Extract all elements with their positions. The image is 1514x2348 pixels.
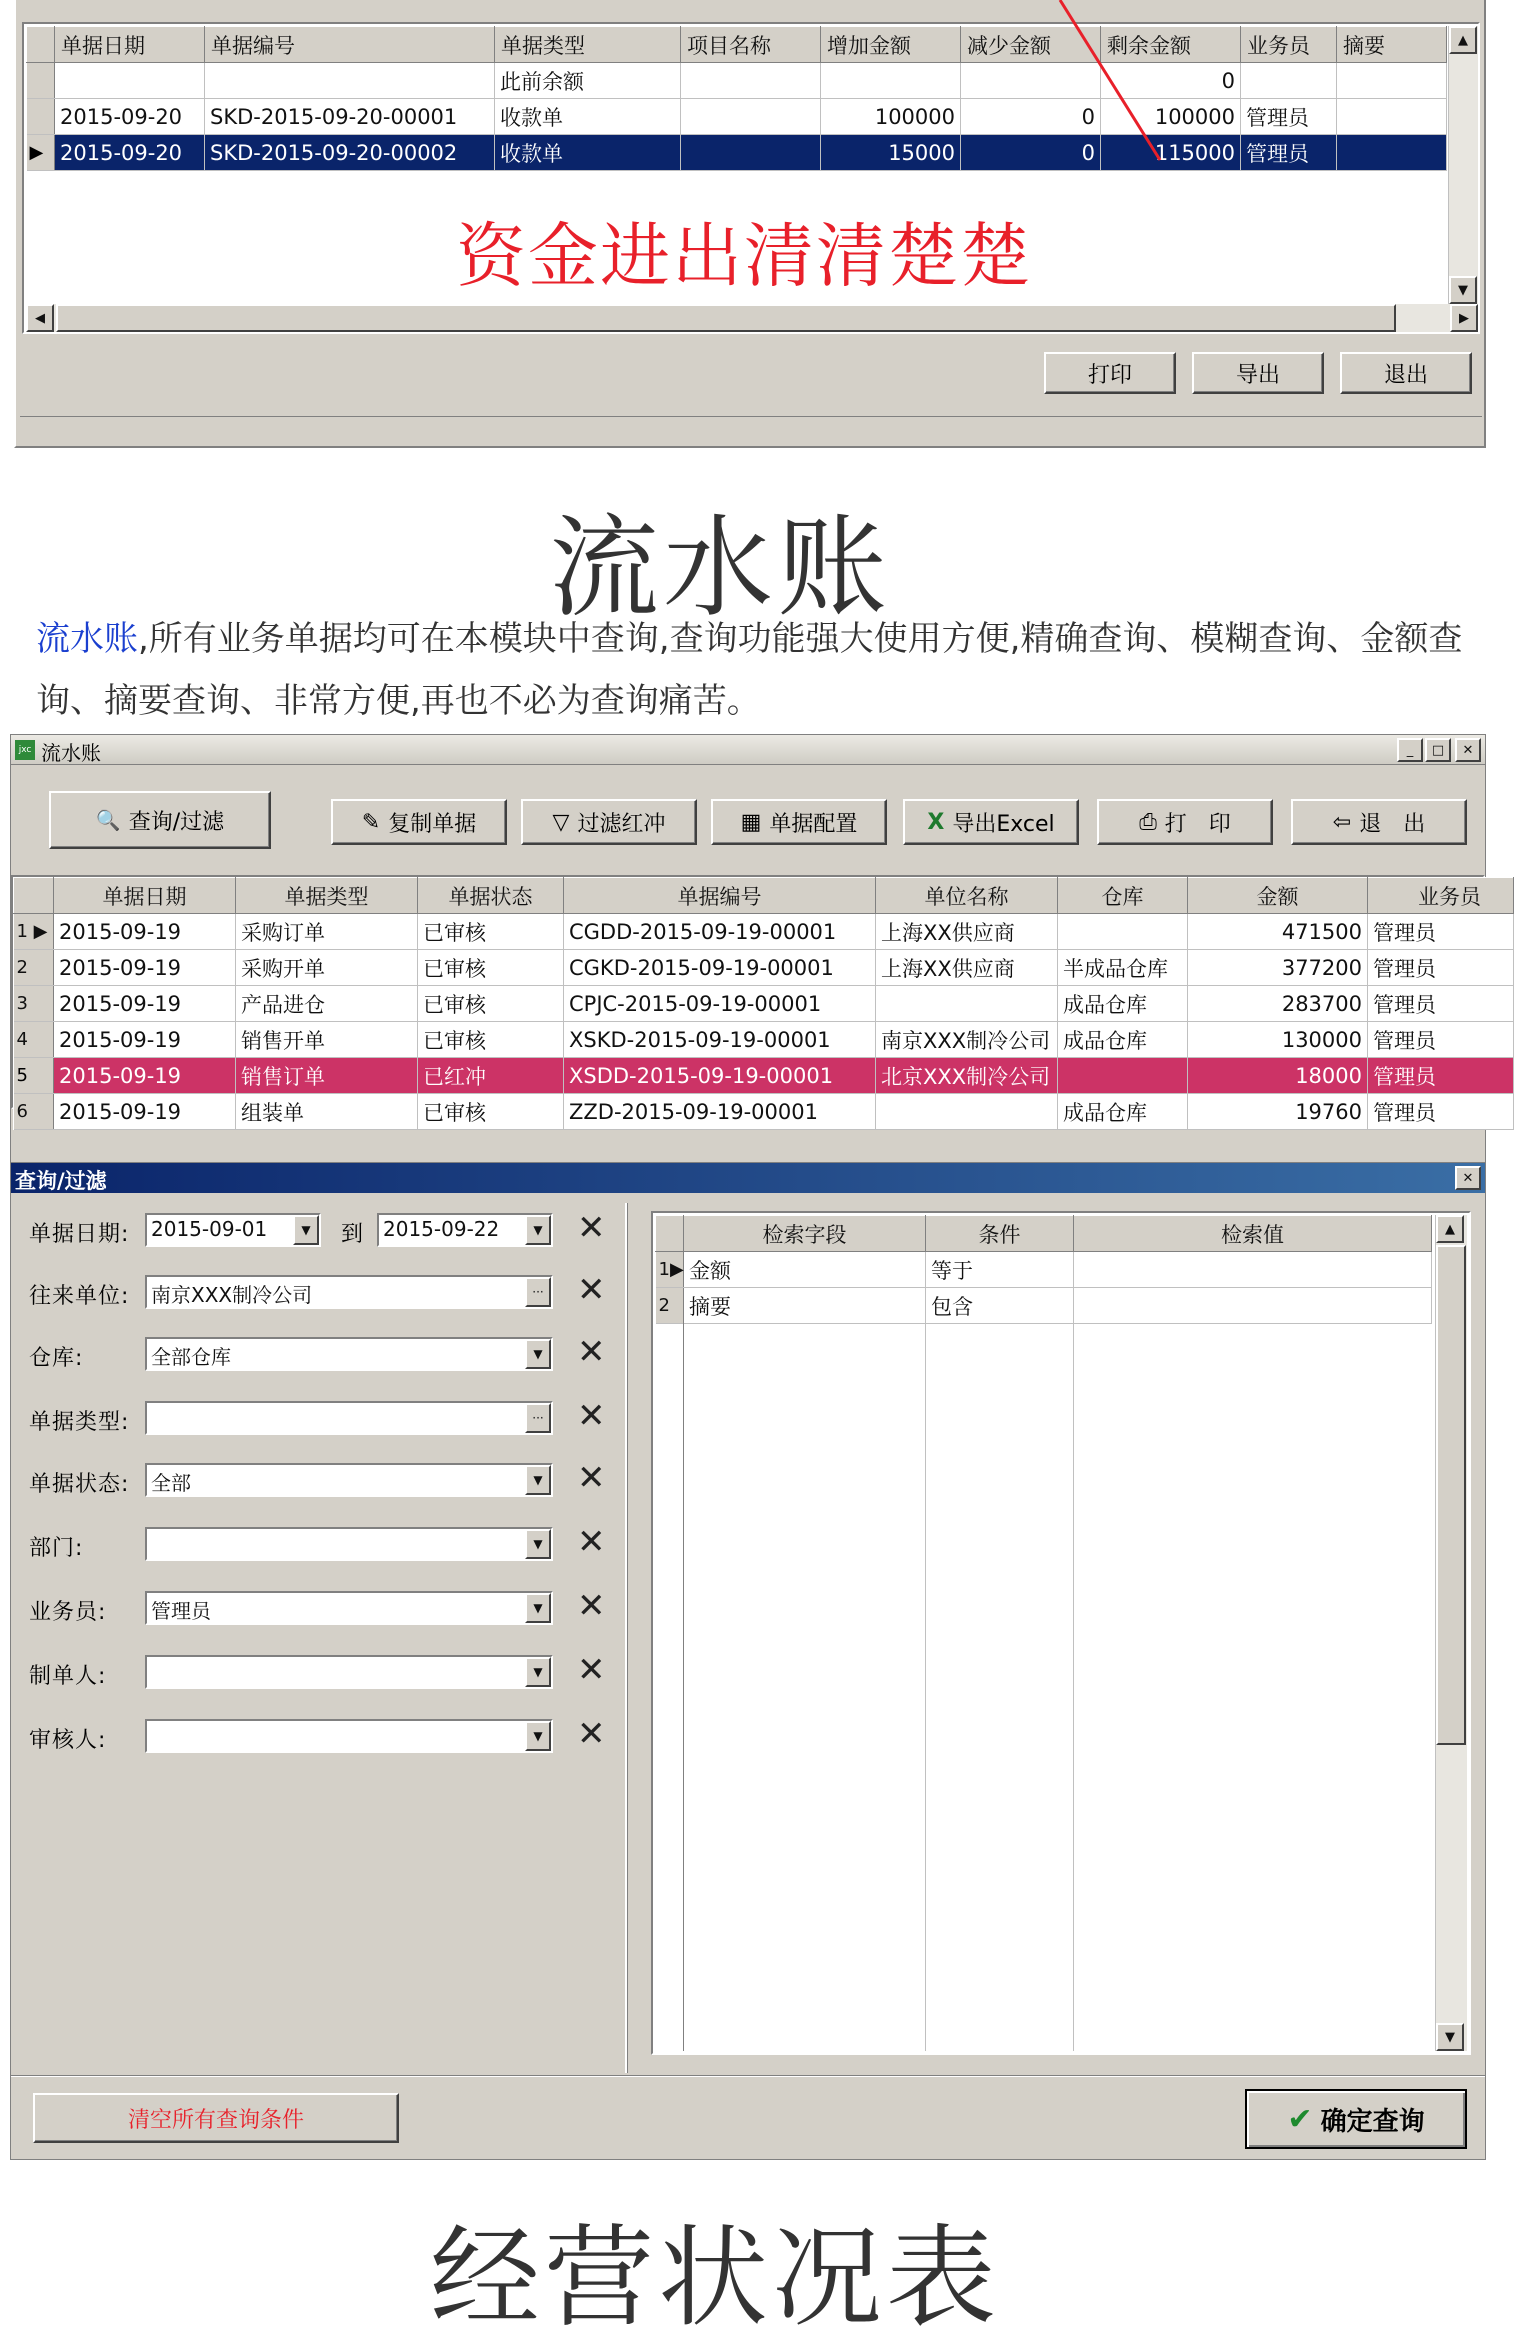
table-row[interactable] <box>14 1094 1514 1130</box>
cell[interactable] <box>876 986 1058 1022</box>
vertical-scrollbar[interactable] <box>1448 26 1478 304</box>
section-title: 经营状况表 <box>430 2214 1000 2342</box>
date-from-value: 2015-09-01 <box>151 1217 268 1241</box>
check-icon: ✔ <box>1287 2101 1313 2137</box>
scroll-up-button[interactable]: ▲ <box>1449 26 1477 54</box>
confirm-query-label: 确定查询 <box>1320 2106 1425 2137</box>
col-header[interactable]: 检索字段 <box>684 1216 926 1252</box>
cell[interactable]: 2015-09-19 <box>54 1058 236 1094</box>
ledger-table <box>26 26 1447 171</box>
warehouse-select[interactable] <box>145 1337 553 1371</box>
date-label: 单据日期: <box>29 1222 130 1247</box>
cell[interactable]: 115000 <box>1101 135 1241 171</box>
salesperson-label: 业务员: <box>29 1600 107 1625</box>
cell[interactable] <box>205 63 495 99</box>
cell[interactable]: 销售开单 <box>236 1022 418 1058</box>
table-row[interactable] <box>14 1022 1514 1058</box>
cell[interactable]: 2015-09-20 <box>55 99 205 135</box>
cell[interactable]: CGKD-2015-09-19-00001 <box>564 950 876 986</box>
magnifier-icon: 🔍 <box>95 808 121 832</box>
cell[interactable]: 管理员 <box>1368 1022 1514 1058</box>
row-indicator[interactable] <box>27 99 55 135</box>
cell[interactable]: 0 <box>1101 63 1241 99</box>
cell[interactable] <box>1058 1058 1188 1094</box>
clear-creator-icon[interactable]: ✕ <box>577 1650 606 1690</box>
cell[interactable]: 包含 <box>926 1288 1074 1324</box>
cell[interactable] <box>821 63 961 99</box>
cell[interactable] <box>1241 63 1337 99</box>
row-header-corner <box>656 1216 684 1252</box>
section-title: 流水账 <box>549 504 891 632</box>
cell[interactable]: 2015-09-19 <box>54 1094 236 1130</box>
cell[interactable]: 18000 <box>1188 1058 1368 1094</box>
cell[interactable]: 管理员 <box>1241 99 1337 135</box>
cell[interactable]: 金额 <box>684 1252 926 1288</box>
col-header[interactable]: 摘要 <box>1337 27 1447 63</box>
excel-icon: X <box>927 809 945 835</box>
cell[interactable]: 管理员 <box>1368 950 1514 986</box>
row-number[interactable]: 4 <box>14 1022 54 1058</box>
col-header[interactable]: 条件 <box>926 1216 1074 1252</box>
col-header[interactable]: 剩余金额 <box>1101 27 1241 63</box>
cell[interactable]: 成品仓库 <box>1058 1094 1188 1130</box>
print-toolbar-button[interactable] <box>1097 799 1273 845</box>
department-select[interactable] <box>145 1527 553 1561</box>
chevron-down-icon[interactable]: ▼ <box>525 1215 551 1245</box>
col-header[interactable]: 单据类型 <box>236 878 418 914</box>
cell[interactable]: 已审核 <box>418 986 564 1022</box>
doc-status-select[interactable] <box>145 1463 553 1497</box>
table-row[interactable] <box>14 914 1514 950</box>
ledger-window <box>14 0 1486 448</box>
left-panel <box>17 1203 627 2073</box>
minimize-button[interactable]: _ <box>1397 738 1423 762</box>
cell[interactable]: 管理员 <box>1368 914 1514 950</box>
cell[interactable]: 半成品仓库 <box>1058 950 1188 986</box>
cell[interactable]: 收款单 <box>495 135 681 171</box>
row-number[interactable]: 2 <box>14 950 54 986</box>
cell[interactable]: 15000 <box>821 135 961 171</box>
cell[interactable]: 组装单 <box>236 1094 418 1130</box>
export-button[interactable]: 导出 <box>1192 352 1324 394</box>
export-excel-button[interactable] <box>903 799 1079 845</box>
print-button[interactable]: 打印 <box>1044 352 1176 394</box>
query-dialog <box>10 1162 1486 2160</box>
search-grid-column-lines <box>655 1291 1431 2051</box>
chevron-down-icon[interactable]: ▼ <box>525 1657 551 1687</box>
copy-document-label: 复制单据 <box>388 811 477 837</box>
table-row[interactable] <box>27 99 1447 135</box>
horizontal-scrollbar[interactable] <box>26 304 1478 332</box>
cell[interactable]: 摘要 <box>684 1288 926 1324</box>
cell[interactable]: 采购订单 <box>236 914 418 950</box>
cell[interactable]: 成品仓库 <box>1058 1022 1188 1058</box>
maximize-button[interactable]: □ <box>1425 738 1451 762</box>
cell[interactable]: 已红冲 <box>418 1058 564 1094</box>
filter-red-label: 过滤红冲 <box>577 811 666 837</box>
document-config-label: 单据配置 <box>769 811 858 837</box>
cell[interactable] <box>681 63 821 99</box>
cell[interactable]: 管理员 <box>1368 1094 1514 1130</box>
cell[interactable] <box>1337 135 1447 171</box>
description-text: ,所有业务单据均可在本模块中查询,查询功能强大使用方便,精确查询、模糊查询、金额查询、摘要查询、非常方便,再也不必为查询痛苦。 <box>36 619 1463 721</box>
clear-warehouse-icon[interactable]: ✕ <box>577 1332 606 1372</box>
cell[interactable]: 19760 <box>1188 1094 1368 1130</box>
cell[interactable]: 2015-09-19 <box>54 1022 236 1058</box>
cell[interactable]: CGDD-2015-09-19-00001 <box>564 914 876 950</box>
table-icon: ▦ <box>740 809 762 835</box>
clear-partner-icon[interactable]: ✕ <box>577 1270 606 1310</box>
close-button[interactable]: ✕ <box>1455 738 1481 762</box>
col-header[interactable]: 单据编号 <box>564 878 876 914</box>
row-number[interactable]: 2 <box>656 1288 684 1324</box>
cell[interactable]: 收款单 <box>495 99 681 135</box>
cell[interactable]: 0 <box>961 99 1101 135</box>
exit-toolbar-label: 退 出 <box>1359 811 1426 837</box>
cell[interactable]: ZZD-2015-09-19-00001 <box>564 1094 876 1130</box>
reviewer-select[interactable] <box>145 1719 553 1753</box>
salesperson-select[interactable] <box>145 1591 553 1625</box>
table-row-red-reversed[interactable] <box>14 1058 1514 1094</box>
row-number[interactable]: 5 <box>14 1058 54 1094</box>
date-to-label: 到 <box>341 1222 365 1247</box>
query-filter-button[interactable] <box>49 791 271 849</box>
col-header[interactable]: 单据日期 <box>55 27 205 63</box>
col-header[interactable]: 单据日期 <box>54 878 236 914</box>
scroll-left-button[interactable]: ◀ <box>26 304 54 332</box>
cell[interactable]: 已审核 <box>418 950 564 986</box>
cell[interactable]: 130000 <box>1188 1022 1368 1058</box>
row-number[interactable]: 6 <box>14 1094 54 1130</box>
cell[interactable]: 成品仓库 <box>1058 986 1188 1022</box>
scroll-up-button[interactable]: ▲ <box>1436 1215 1464 1243</box>
search-grid-scrollbar[interactable] <box>1435 1215 1467 2051</box>
col-header[interactable]: 单位名称 <box>876 878 1058 914</box>
cell[interactable] <box>1074 1252 1432 1288</box>
cell[interactable]: 等于 <box>926 1252 1074 1288</box>
journal-window <box>10 734 1486 1166</box>
cell[interactable]: SKD-2015-09-20-00001 <box>205 99 495 135</box>
scroll-right-button[interactable]: ▶ <box>1450 304 1478 332</box>
ellipsis-icon[interactable]: ··· <box>525 1277 551 1307</box>
table-row[interactable] <box>27 63 1447 99</box>
cell[interactable]: 2015-09-20 <box>55 135 205 171</box>
cell[interactable]: 已审核 <box>418 914 564 950</box>
cell[interactable] <box>681 135 821 171</box>
row-header-corner <box>14 878 54 914</box>
cell[interactable]: 产品进仓 <box>236 986 418 1022</box>
doc-status-value: 全部 <box>151 1471 191 1495</box>
cell[interactable]: 377200 <box>1188 950 1368 986</box>
cell[interactable] <box>876 1094 1058 1130</box>
dialog-close-button[interactable]: ✕ <box>1455 1166 1481 1190</box>
cell[interactable]: 采购开单 <box>236 950 418 986</box>
clear-all-conditions-button[interactable]: 清空所有查询条件 <box>33 2093 399 2143</box>
printer-icon: ⎙ <box>1139 809 1157 835</box>
confirm-query-button[interactable] <box>1245 2089 1467 2149</box>
exit-door-icon: ⇦ <box>1332 809 1352 835</box>
banner-text: 资金进出清清楚楚 <box>456 215 1032 297</box>
scroll-down-button[interactable]: ▼ <box>1436 2023 1464 2051</box>
table-row[interactable] <box>14 986 1514 1022</box>
col-header[interactable]: 检索值 <box>1074 1216 1432 1252</box>
cell[interactable]: 471500 <box>1188 914 1368 950</box>
annotation-arrow <box>1056 0 1176 170</box>
row-indicator[interactable] <box>27 63 55 99</box>
col-header[interactable]: 金额 <box>1188 878 1368 914</box>
doc-type-label: 单据类型: <box>29 1410 130 1435</box>
row-header-corner <box>27 27 55 63</box>
scroll-thumb[interactable] <box>1436 1245 1466 1745</box>
cell[interactable]: 上海XX供应商 <box>876 914 1058 950</box>
cell[interactable]: 北京XXX制冷公司 <box>876 1058 1058 1094</box>
date-to-field[interactable] <box>377 1213 553 1247</box>
cell[interactable]: 100000 <box>821 99 961 135</box>
cell[interactable] <box>681 99 821 135</box>
clear-salesperson-icon[interactable]: ✕ <box>577 1586 606 1626</box>
journal-header-row <box>14 878 1514 914</box>
col-header[interactable]: 单据类型 <box>495 27 681 63</box>
ledger-header-row <box>27 27 1447 63</box>
row-number[interactable]: 1 ▶ <box>14 914 54 950</box>
creator-select[interactable] <box>145 1655 553 1689</box>
warehouse-label: 仓库: <box>29 1346 84 1371</box>
partner-field[interactable] <box>145 1275 553 1309</box>
cell[interactable]: 2015-09-19 <box>54 914 236 950</box>
window-title: 流水账 <box>41 741 101 765</box>
query-filter-label: 查询/过滤 <box>128 809 225 835</box>
chevron-down-icon[interactable]: ▼ <box>525 1465 551 1495</box>
scroll-thumb[interactable] <box>56 304 1396 332</box>
chevron-down-icon[interactable]: ▼ <box>525 1529 551 1559</box>
journal-grid-frame <box>11 875 1485 1125</box>
scroll-down-button[interactable]: ▼ <box>1449 276 1477 304</box>
clear-date-icon[interactable]: ✕ <box>577 1208 606 1248</box>
col-header[interactable]: 业务员 <box>1241 27 1337 63</box>
copy-document-button[interactable] <box>331 799 507 845</box>
cell[interactable]: 2015-09-19 <box>54 950 236 986</box>
clear-department-icon[interactable]: ✕ <box>577 1522 606 1562</box>
partner-label: 往来单位: <box>29 1284 130 1309</box>
cell[interactable]: 此前余额 <box>495 63 681 99</box>
clear-doc-type-icon[interactable]: ✕ <box>577 1396 606 1436</box>
cell[interactable]: XSDD-2015-09-19-00001 <box>564 1058 876 1094</box>
cell[interactable] <box>1337 63 1447 99</box>
funnel-icon: ▽ <box>552 809 570 835</box>
chevron-down-icon[interactable]: ▼ <box>525 1339 551 1369</box>
salesperson-value: 管理员 <box>151 1599 211 1623</box>
clear-doc-status-icon[interactable]: ✕ <box>577 1458 606 1498</box>
search-header-row <box>656 1216 1432 1252</box>
export-excel-label: 导出Excel <box>952 811 1055 837</box>
cell[interactable]: 销售订单 <box>236 1058 418 1094</box>
col-header[interactable]: 项目名称 <box>681 27 821 63</box>
section-description <box>36 608 1468 732</box>
cell[interactable]: 0 <box>961 135 1101 171</box>
clear-reviewer-icon[interactable]: ✕ <box>577 1714 606 1754</box>
col-header[interactable]: 减少金额 <box>961 27 1101 63</box>
cell[interactable]: 已审核 <box>418 1022 564 1058</box>
partner-value: 南京XXX制冷公司 <box>151 1283 313 1307</box>
table-row[interactable] <box>14 950 1514 986</box>
cell[interactable] <box>1058 914 1188 950</box>
doc-status-label: 单据状态: <box>29 1472 130 1497</box>
col-header[interactable]: 增加金额 <box>821 27 961 63</box>
cell[interactable] <box>1337 99 1447 135</box>
row-number[interactable]: 1▶ <box>656 1252 684 1288</box>
exit-button[interactable]: 退出 <box>1340 352 1472 394</box>
dialog-title: 查询/过滤 <box>15 1169 107 1193</box>
row-number[interactable]: 3 <box>14 986 54 1022</box>
department-label: 部门: <box>29 1536 84 1561</box>
cell[interactable]: CPJC-2015-09-19-00001 <box>564 986 876 1022</box>
date-from-field[interactable] <box>145 1213 321 1247</box>
document-config-button[interactable] <box>711 799 887 845</box>
creator-label: 制单人: <box>29 1664 107 1689</box>
cell[interactable]: 管理员 <box>1368 1058 1514 1094</box>
app-icon: jxc <box>15 740 35 760</box>
filter-red-button[interactable] <box>521 799 697 845</box>
cell[interactable]: XSKD-2015-09-19-00001 <box>564 1022 876 1058</box>
copy-icon: ✎ <box>361 809 381 835</box>
cell[interactable]: 2015-09-19 <box>54 986 236 1022</box>
warehouse-value: 全部仓库 <box>151 1345 231 1369</box>
date-to-value: 2015-09-22 <box>383 1217 500 1241</box>
table-row[interactable] <box>656 1252 1432 1288</box>
chevron-down-icon[interactable]: ▼ <box>525 1593 551 1623</box>
row-pointer-icon[interactable]: ▶ <box>27 135 55 171</box>
cell[interactable]: 已审核 <box>418 1094 564 1130</box>
col-header[interactable]: 仓库 <box>1058 878 1188 914</box>
title-bar <box>11 735 1485 765</box>
status-bar <box>20 416 1482 442</box>
col-header[interactable]: 单据状态 <box>418 878 564 914</box>
print-toolbar-label: 打 印 <box>1164 811 1231 837</box>
chevron-down-icon[interactable]: ▼ <box>293 1215 319 1245</box>
cell[interactable]: 283700 <box>1188 986 1368 1022</box>
table-row-selected[interactable] <box>27 135 1447 171</box>
cell[interactable]: SKD-2015-09-20-00002 <box>205 135 495 171</box>
col-header[interactable]: 单据编号 <box>205 27 495 63</box>
reviewer-label: 审核人: <box>29 1728 107 1753</box>
col-header[interactable]: 业务员 <box>1368 878 1514 914</box>
cell[interactable]: 管理员 <box>1368 986 1514 1022</box>
doc-type-field[interactable] <box>145 1401 553 1435</box>
cell[interactable]: 100000 <box>1101 99 1241 135</box>
description-highlight: 流水账 <box>36 619 138 659</box>
cell[interactable]: 南京XXX制冷公司 <box>876 1022 1058 1058</box>
dialog-title-bar <box>11 1163 1485 1193</box>
dialog-footer-divider <box>11 2075 1485 2077</box>
journal-table <box>13 877 1514 1130</box>
cell[interactable] <box>55 63 205 99</box>
ellipsis-icon[interactable]: ··· <box>525 1403 551 1433</box>
cell[interactable]: 上海XX供应商 <box>876 950 1058 986</box>
cell[interactable]: 管理员 <box>1241 135 1337 171</box>
chevron-down-icon[interactable]: ▼ <box>525 1721 551 1751</box>
exit-toolbar-button[interactable] <box>1291 799 1467 845</box>
